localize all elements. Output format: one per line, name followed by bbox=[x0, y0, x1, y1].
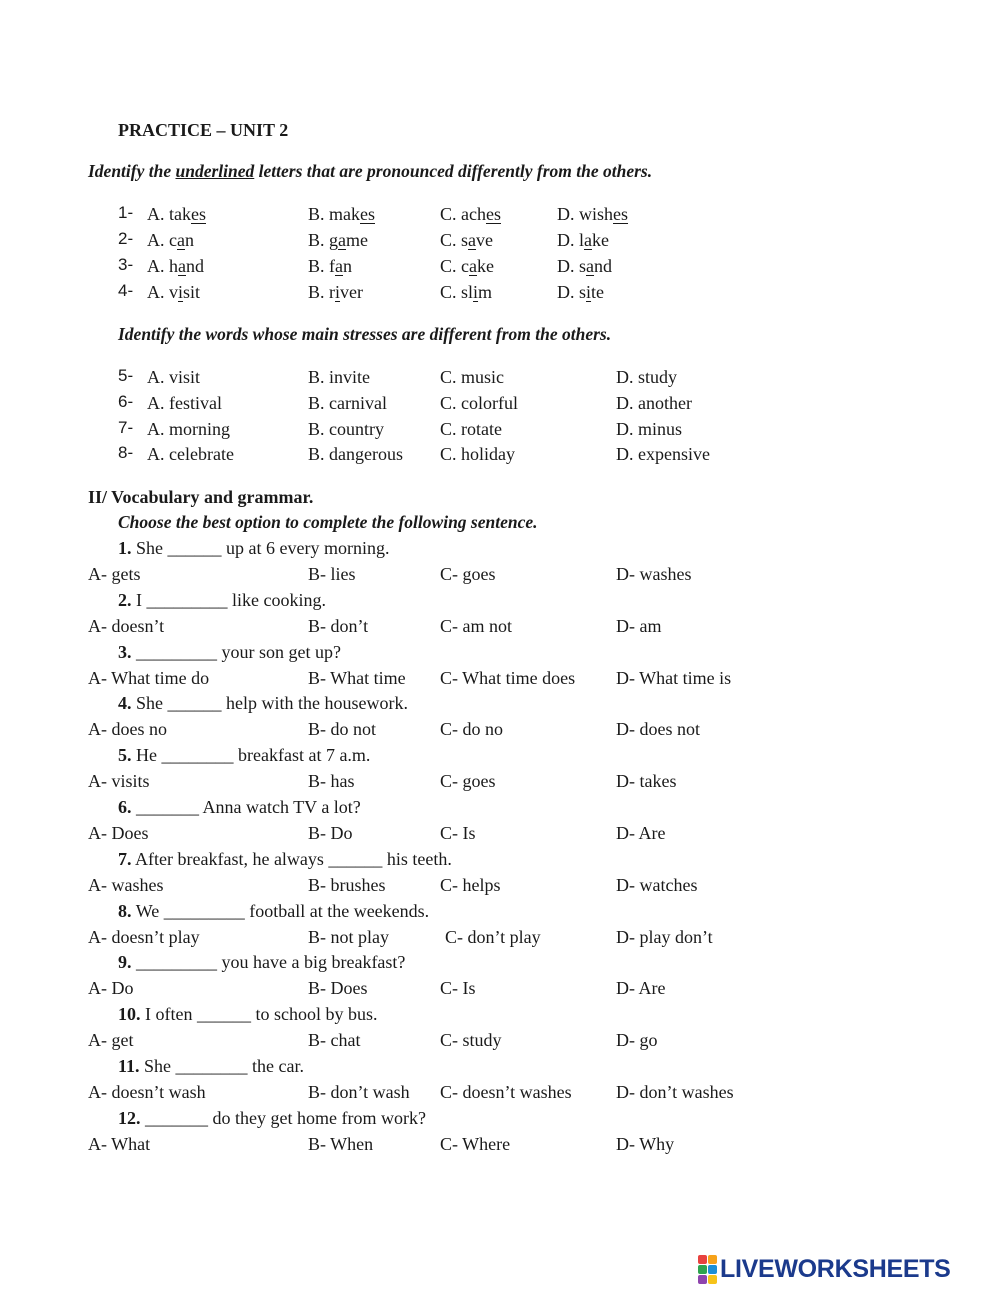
option-text-rest: ve bbox=[476, 230, 494, 250]
option-text: B. g bbox=[308, 230, 339, 250]
underlined-letters: a bbox=[338, 230, 347, 250]
answer-option[interactable]: A. festival bbox=[147, 393, 222, 413]
option-text: A. c bbox=[147, 230, 177, 250]
answer-option[interactable]: A. celebrate bbox=[147, 444, 234, 464]
answer-option[interactable]: D- don’t washes bbox=[616, 1082, 734, 1102]
underlined-letters: i bbox=[473, 282, 479, 302]
answer-option[interactable]: B- has bbox=[308, 771, 355, 791]
answer-option[interactable]: C- goes bbox=[440, 564, 496, 584]
answer-option[interactable]: A- washes bbox=[88, 875, 164, 895]
answer-option[interactable]: A- doesn’t wash bbox=[88, 1082, 206, 1102]
answer-option[interactable]: C- don’t play bbox=[445, 927, 541, 947]
option-text: B. f bbox=[308, 256, 335, 276]
answer-option[interactable]: C- am not bbox=[440, 616, 512, 636]
answer-option[interactable]: B- do not bbox=[308, 719, 377, 739]
underlined-letters: a bbox=[469, 256, 477, 276]
answer-option[interactable] bbox=[147, 257, 204, 275]
option-text-rest: nd bbox=[186, 256, 204, 276]
question-line bbox=[118, 694, 408, 712]
underlined-letters: i bbox=[586, 282, 592, 302]
question-text: I often ______ to school by bus. bbox=[145, 1004, 378, 1024]
option-text-rest: te bbox=[591, 282, 605, 302]
question-number: 4- bbox=[118, 281, 134, 300]
answer-option[interactable]: C. music bbox=[440, 367, 505, 387]
answer-option[interactable]: B. country bbox=[308, 419, 384, 439]
answer-option[interactable]: A- Do bbox=[88, 978, 134, 998]
option-text-rest: n bbox=[185, 230, 194, 250]
answer-option[interactable]: D- play don’t bbox=[616, 927, 713, 947]
question-number: 11. bbox=[118, 1056, 140, 1076]
question-number: 3. bbox=[118, 642, 132, 662]
underlined-letters: es bbox=[613, 204, 629, 224]
answer-option[interactable]: C. holiday bbox=[440, 444, 515, 464]
answer-option[interactable]: C- doesn’t washes bbox=[440, 1082, 572, 1102]
question-number: 9. bbox=[118, 952, 132, 972]
answer-option[interactable]: B. dangerous bbox=[308, 444, 403, 464]
question-text: She ______ up at 6 every morning. bbox=[136, 538, 390, 558]
answer-option[interactable]: B- not play bbox=[308, 927, 389, 947]
answer-option[interactable]: A- What bbox=[88, 1134, 151, 1154]
question-number: 5. bbox=[118, 745, 132, 765]
question-number: 6. bbox=[118, 797, 132, 817]
question-number: 4. bbox=[118, 693, 132, 713]
answer-option[interactable]: D- does not bbox=[616, 719, 700, 739]
answer-option[interactable] bbox=[147, 205, 206, 223]
question-text: We _________ football at the weekends. bbox=[135, 901, 430, 921]
option-text-rest: nd bbox=[594, 256, 613, 276]
logo-text: LIVEWORKSHEETS bbox=[720, 1254, 951, 1283]
option-text-rest: ke bbox=[592, 230, 609, 250]
underlined-letters: es bbox=[360, 204, 375, 224]
answer-option[interactable]: A- visits bbox=[88, 771, 150, 791]
answer-option[interactable] bbox=[308, 257, 352, 275]
question-text: _________ your son get up? bbox=[136, 642, 341, 662]
section-heading: II/ Vocabulary and grammar. bbox=[88, 487, 314, 507]
answer-option[interactable]: B- don’t wash bbox=[308, 1082, 410, 1102]
question-text: She ________ the car. bbox=[144, 1056, 304, 1076]
option-text: A. v bbox=[147, 282, 178, 302]
question-text: After breakfast, he always ______ his teeth. bbox=[135, 849, 452, 869]
question-number: 7. bbox=[118, 849, 132, 869]
option-text: A. h bbox=[147, 256, 178, 276]
answer-option[interactable]: C- study bbox=[440, 1030, 502, 1050]
answer-option[interactable]: D- washes bbox=[616, 564, 692, 584]
section3-instruction: Choose the best option to complete the following sentence. bbox=[118, 512, 538, 532]
question-line bbox=[118, 798, 361, 816]
answer-option[interactable]: D- Why bbox=[616, 1134, 675, 1154]
question-line bbox=[118, 1005, 377, 1023]
logo-block bbox=[708, 1265, 717, 1274]
answer-option[interactable] bbox=[308, 283, 363, 301]
option-text-rest: ke bbox=[477, 256, 494, 276]
answer-option[interactable]: B- What time bbox=[308, 668, 406, 688]
option-text: C. s bbox=[440, 230, 469, 250]
answer-option[interactable]: C- goes bbox=[440, 771, 496, 791]
underlined-letters: a bbox=[335, 256, 343, 276]
underlined-letters: a bbox=[178, 256, 186, 276]
question-number: 6- bbox=[118, 392, 134, 411]
logo-blocks-icon bbox=[698, 1255, 717, 1284]
answer-option[interactable]: A. visit bbox=[147, 367, 201, 387]
answer-option[interactable]: A- gets bbox=[88, 564, 141, 584]
answer-option[interactable]: A- get bbox=[88, 1030, 134, 1050]
answer-option[interactable]: B- don’t bbox=[308, 616, 369, 636]
question-line bbox=[118, 953, 405, 971]
instruction-text-pre: Identify the bbox=[88, 161, 176, 181]
answer-option[interactable]: C. rotate bbox=[440, 419, 502, 439]
answer-option[interactable] bbox=[308, 205, 375, 223]
answer-option[interactable]: B- Do bbox=[308, 823, 353, 843]
answer-option[interactable]: B- chat bbox=[308, 1030, 361, 1050]
answer-option[interactable]: A. morning bbox=[147, 419, 230, 439]
option-text: C. sl bbox=[440, 282, 474, 302]
answer-option[interactable]: A- doesn’t bbox=[88, 616, 165, 636]
answer-option[interactable] bbox=[557, 205, 628, 223]
instruction-text-post: letters that are pronounced differently from the others. bbox=[254, 161, 653, 181]
underlined-letters: a bbox=[468, 230, 477, 250]
answer-option[interactable] bbox=[440, 257, 494, 275]
question-line bbox=[118, 643, 341, 661]
answer-option[interactable] bbox=[557, 257, 612, 275]
answer-option[interactable]: B. invite bbox=[308, 367, 370, 387]
option-text: C. ach bbox=[440, 204, 486, 224]
underlined-letters: es bbox=[485, 204, 501, 224]
answer-option[interactable]: B. carnival bbox=[308, 393, 387, 413]
answer-option[interactable]: D. expensive bbox=[616, 444, 710, 464]
answer-option[interactable]: D- Are bbox=[616, 823, 666, 843]
logo-block bbox=[698, 1265, 707, 1274]
question-number: 1- bbox=[118, 203, 134, 222]
answer-option[interactable]: D. another bbox=[616, 393, 692, 413]
logo-block bbox=[708, 1275, 717, 1284]
answer-option[interactable]: C- helps bbox=[440, 875, 501, 895]
answer-option[interactable]: C- What time does bbox=[440, 668, 576, 688]
option-text-rest: ver bbox=[340, 282, 363, 302]
option-text: D. s bbox=[557, 256, 587, 276]
option-text: B. r bbox=[308, 282, 335, 302]
answer-option[interactable] bbox=[557, 231, 609, 249]
answer-option[interactable]: C- Where bbox=[440, 1134, 511, 1154]
answer-option[interactable]: D. minus bbox=[616, 419, 683, 439]
underlined-letters: a bbox=[584, 230, 592, 250]
question-text: She ______ help with the housework. bbox=[136, 693, 408, 713]
question-text: I _________ like cooking. bbox=[136, 590, 326, 610]
underlined-letters: es bbox=[191, 204, 206, 224]
question-text: He ________ breakfast at 7 a.m. bbox=[136, 745, 371, 765]
underlined-letters: a bbox=[177, 230, 185, 250]
option-text: A. tak bbox=[147, 204, 191, 224]
page-title: PRACTICE – UNIT 2 bbox=[118, 120, 289, 140]
question-text: _______ Anna watch TV a lot? bbox=[136, 797, 361, 817]
question-text: _________ you have a big breakfast? bbox=[136, 952, 406, 972]
logo-block bbox=[698, 1275, 707, 1284]
answer-option[interactable]: B- When bbox=[308, 1134, 374, 1154]
question-number: 3- bbox=[118, 255, 134, 274]
underlined-letters: i bbox=[335, 282, 341, 302]
option-text: D. wish bbox=[557, 204, 614, 224]
option-text-rest: m bbox=[478, 282, 493, 302]
question-number: 8. bbox=[118, 901, 132, 921]
answer-option[interactable]: B- brushes bbox=[308, 875, 386, 895]
option-text: B. mak bbox=[308, 204, 360, 224]
question-number: 8- bbox=[118, 443, 134, 462]
section2-instruction: Identify the words whose main stresses are different from the others. bbox=[118, 324, 612, 344]
answer-option[interactable]: C. colorful bbox=[440, 393, 518, 413]
answer-option[interactable] bbox=[440, 205, 501, 223]
question-number: 10. bbox=[118, 1004, 141, 1024]
answer-option[interactable]: C- Is bbox=[440, 978, 476, 998]
answer-option[interactable]: C- do no bbox=[440, 719, 503, 739]
option-text: C. c bbox=[440, 256, 469, 276]
question-line bbox=[118, 746, 370, 764]
answer-option[interactable]: D- What time is bbox=[616, 668, 732, 688]
question-line bbox=[118, 539, 389, 557]
answer-option[interactable] bbox=[440, 231, 493, 249]
answer-option[interactable]: A- What time do bbox=[88, 668, 210, 688]
answer-option[interactable]: A- does no bbox=[88, 719, 167, 739]
underlined-letters: a bbox=[586, 256, 595, 276]
question-number: 2- bbox=[118, 229, 134, 248]
answer-option[interactable]: A- Does bbox=[88, 823, 149, 843]
question-number: 5- bbox=[118, 366, 134, 385]
instruction-underlined-word: underlined bbox=[175, 161, 255, 181]
question-line bbox=[118, 850, 452, 868]
question-line bbox=[118, 1109, 426, 1127]
question-text: _______ do they get home from work? bbox=[145, 1108, 426, 1128]
answer-option[interactable]: B- lies bbox=[308, 564, 356, 584]
answer-option[interactable]: A- doesn’t play bbox=[88, 927, 200, 947]
answer-option[interactable]: B- Does bbox=[308, 978, 368, 998]
question-number: 12. bbox=[118, 1108, 141, 1128]
option-text-rest: me bbox=[346, 230, 369, 250]
question-line bbox=[118, 1057, 304, 1075]
answer-option[interactable]: D. study bbox=[616, 367, 678, 387]
liveworksheets-logo bbox=[698, 1254, 951, 1284]
option-text-rest: n bbox=[343, 256, 352, 276]
answer-option[interactable]: D- takes bbox=[616, 771, 677, 791]
underlined-letters: i bbox=[178, 282, 184, 302]
question-number: 2. bbox=[118, 590, 132, 610]
question-number: 1. bbox=[118, 538, 132, 558]
question-line bbox=[118, 902, 429, 920]
answer-option[interactable] bbox=[147, 231, 194, 249]
logo-block bbox=[698, 1255, 707, 1264]
answer-option[interactable] bbox=[557, 283, 604, 301]
question-number: 7- bbox=[118, 418, 134, 437]
answer-option[interactable] bbox=[147, 283, 200, 301]
logo-block bbox=[708, 1255, 717, 1264]
option-text: D. s bbox=[557, 282, 587, 302]
answer-option[interactable]: D- go bbox=[616, 1030, 658, 1050]
option-text-rest: sit bbox=[183, 282, 201, 302]
section1-instruction bbox=[88, 163, 652, 181]
option-text: D. l bbox=[557, 230, 584, 250]
answer-option[interactable]: C- Is bbox=[440, 823, 476, 843]
answer-option[interactable] bbox=[308, 231, 368, 249]
question-line bbox=[118, 591, 326, 609]
answer-option[interactable]: D- watches bbox=[616, 875, 698, 895]
answer-option[interactable] bbox=[440, 283, 492, 301]
answer-option[interactable]: D- am bbox=[616, 616, 662, 636]
answer-option[interactable]: D- Are bbox=[616, 978, 666, 998]
